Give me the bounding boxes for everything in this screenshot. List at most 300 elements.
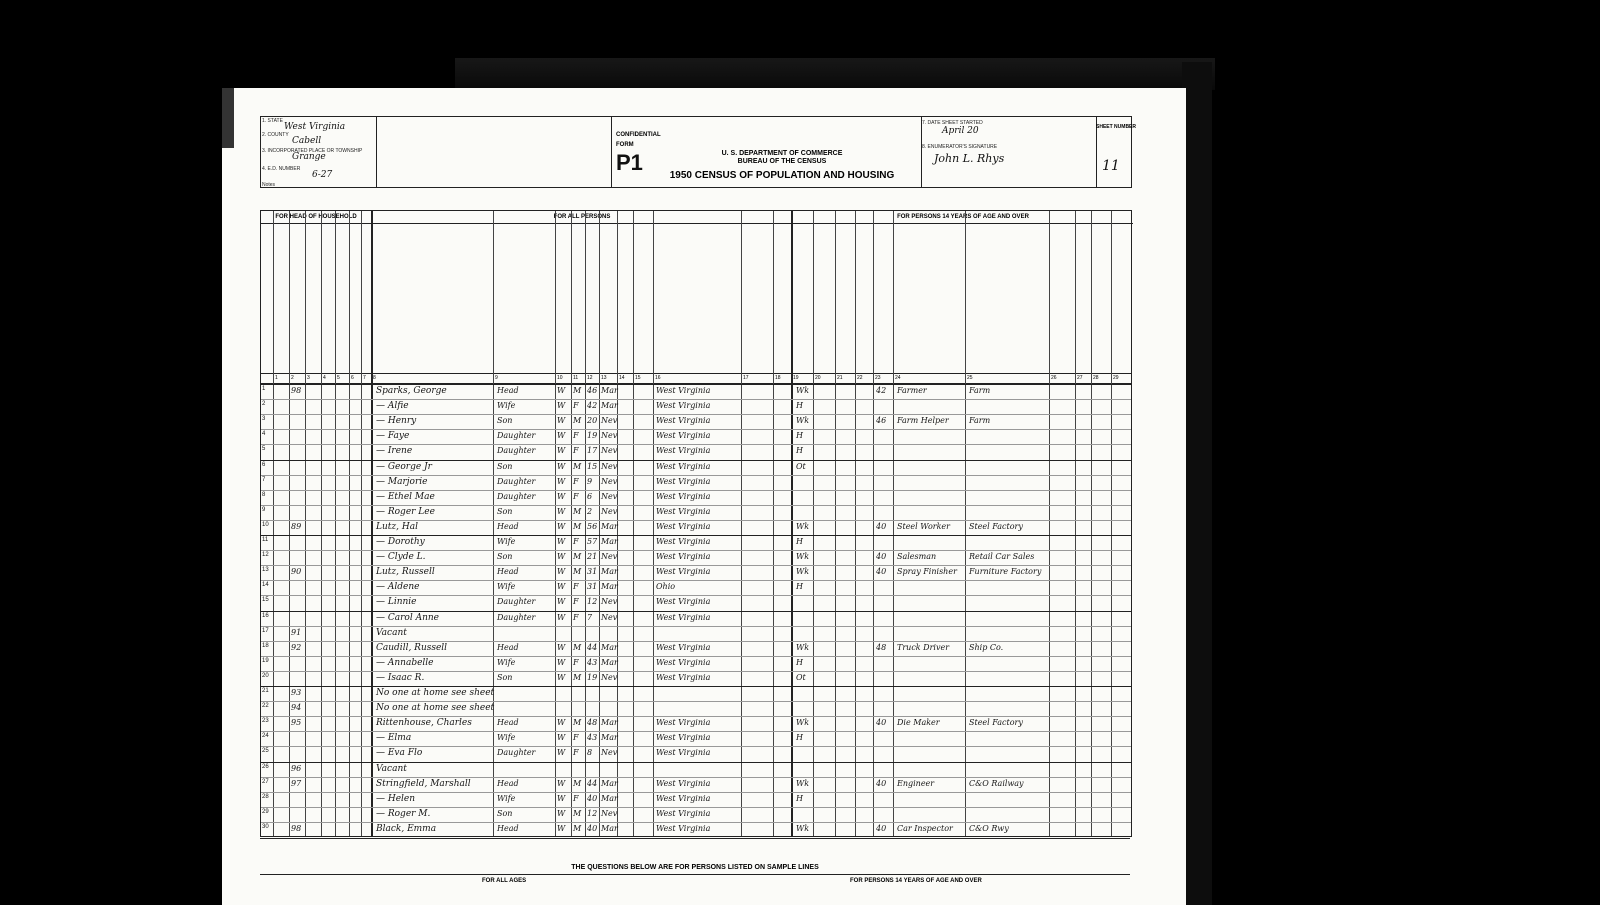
cell-birth: West Virginia <box>656 793 711 803</box>
cell-name: — Clyde L. <box>376 552 426 563</box>
cell-mar: Mar <box>601 401 618 411</box>
cell-name: — Isaac R. <box>376 672 425 683</box>
cell-rel: Wife <box>497 733 516 743</box>
cell-line: 28 <box>262 793 269 800</box>
cell-name: — Roger M. <box>376 808 431 819</box>
sheet-number-label: SHEET NUMBER <box>1096 124 1137 130</box>
census-sheet <box>222 88 1186 905</box>
cell-birth: Ohio <box>656 582 676 592</box>
cell-line: 3 <box>262 416 266 423</box>
census-grid <box>260 210 1132 837</box>
cell-mar: Nev <box>601 612 618 622</box>
cell-line: 14 <box>262 582 269 589</box>
column-number: 26 <box>1051 375 1057 381</box>
cell-race: W <box>557 401 566 411</box>
cell-mar: Mar <box>601 793 618 803</box>
cell-mar: Nev <box>601 461 618 471</box>
cell-sex: F <box>573 537 579 546</box>
cell-name: Caudill, Russell <box>376 642 448 653</box>
cell-age: 44 <box>587 778 598 788</box>
cell-race: W <box>557 446 566 456</box>
cell-rel: Daughter <box>497 612 536 622</box>
cell-line: 12 <box>262 552 269 559</box>
cell-dwell: 98 <box>291 386 302 395</box>
cell-work: H <box>796 431 803 441</box>
cell-line: 9 <box>262 506 266 513</box>
column-number: 20 <box>815 375 821 381</box>
cell-age: 8 <box>587 748 593 758</box>
grid-row-line <box>261 716 1131 717</box>
cell-name: Sparks, George <box>376 386 447 396</box>
cell-race: W <box>557 416 566 426</box>
cell-mar: Nev <box>601 748 618 758</box>
cell-work: Wk <box>796 778 810 788</box>
ed-value: 6-27 <box>312 170 333 180</box>
grid-row-line <box>261 611 1131 612</box>
cell-mar: Mar <box>601 386 618 395</box>
column-number: 23 <box>875 375 881 381</box>
cell-name: Stringfield, Marshall <box>376 778 471 789</box>
cell-rel: Daughter <box>497 446 536 456</box>
cell-birth: West Virginia <box>656 416 711 426</box>
cell-rel: Head <box>497 718 519 728</box>
cell-age: 43 <box>587 733 598 743</box>
column-number: 11 <box>573 375 579 381</box>
cell-race: W <box>557 431 566 441</box>
grid-row-line <box>261 580 1131 581</box>
county-value: Cabell <box>292 136 322 146</box>
cell-work: H <box>796 582 803 592</box>
cell-line: 11 <box>262 537 269 543</box>
cell-line: 20 <box>262 672 269 679</box>
cell-race: W <box>557 778 566 788</box>
column-number: 6 <box>351 375 354 381</box>
cell-hours: 40 <box>876 718 887 728</box>
column-number: 29 <box>1113 375 1119 381</box>
cell-work: Ot <box>796 672 806 682</box>
enumerator-signature: John L. Rhys <box>934 152 1005 165</box>
cell-birth: West Virginia <box>656 733 711 743</box>
cell-age: 7 <box>587 612 593 622</box>
cell-line: 24 <box>262 733 269 740</box>
cell-rel: Daughter <box>497 491 536 501</box>
grid-row-line <box>261 822 1131 823</box>
cell-name: No one at home see sheet <box>376 703 495 714</box>
sheet-footer <box>260 838 1130 859</box>
cell-birth: West Virginia <box>656 657 711 667</box>
grid-row-line <box>261 550 1131 551</box>
cell-rel: Daughter <box>497 597 536 607</box>
cell-age: 20 <box>587 416 598 426</box>
cell-mar: Nev <box>601 808 618 818</box>
column-number: 8 <box>373 375 376 381</box>
cell-occ: Spray Finisher <box>897 567 957 577</box>
cell-age: 12 <box>587 597 598 607</box>
grid-column-line <box>653 211 654 836</box>
questions-all-ages: FOR ALL AGES <box>482 878 527 884</box>
cell-work: Wk <box>796 552 810 562</box>
cell-rel: Head <box>497 567 519 577</box>
cell-age: 42 <box>587 401 598 411</box>
grid-row-line <box>261 792 1131 793</box>
cell-mar: Nev <box>601 672 618 682</box>
cell-hours: 40 <box>876 778 887 788</box>
cell-name: Rittenhouse, Charles <box>376 718 472 729</box>
scan-right-shadow <box>1182 62 1212 905</box>
cell-name: — Carol Anne <box>376 612 439 623</box>
cell-rel: Son <box>497 808 513 818</box>
cell-mar: Nev <box>601 431 618 441</box>
grid-row-line <box>261 807 1131 808</box>
cell-birth: West Virginia <box>656 672 711 682</box>
cell-work: Wk <box>796 642 810 652</box>
date-value: April 20 <box>942 126 979 136</box>
cell-hours: 40 <box>876 567 887 577</box>
cell-name: Black, Emma <box>376 823 437 834</box>
cell-race: W <box>557 808 566 818</box>
cell-hours: 46 <box>876 416 887 426</box>
grid-row-line <box>261 595 1131 596</box>
grid-row-line <box>261 671 1131 672</box>
grid-column-line <box>305 211 306 836</box>
grid-column-line <box>349 211 350 836</box>
date-label: 7. DATE SHEET STARTED <box>922 120 983 126</box>
cell-ind: Steel Factory <box>969 718 1023 728</box>
cell-age: 21 <box>587 552 598 562</box>
grid-row-line <box>261 384 1131 385</box>
cell-mar: Nev <box>601 552 618 562</box>
cell-rel: Son <box>497 461 513 471</box>
column-number: 24 <box>895 375 901 381</box>
grid-column-line <box>1075 211 1076 836</box>
cell-hours: 40 <box>876 521 887 531</box>
questions-title: THE QUESTIONS BELOW ARE FOR PERSONS LISTED ON SAMPLE LINES <box>571 864 819 871</box>
cell-sex: M <box>573 552 582 562</box>
cell-sex: F <box>573 748 579 758</box>
grid-row-line <box>261 535 1131 536</box>
cell-work: H <box>796 401 803 411</box>
cell-birth: West Virginia <box>656 491 711 501</box>
cell-line: 10 <box>262 521 269 528</box>
state-label: 1. STATE <box>262 118 283 124</box>
cell-age: 43 <box>587 657 598 667</box>
form-code: P1 <box>616 150 643 175</box>
cell-name: No one at home see sheet <box>376 688 495 698</box>
county-label: 2. COUNTY <box>262 132 289 138</box>
cell-age: 19 <box>587 672 598 682</box>
cell-mar: Mar <box>601 567 618 577</box>
cell-sex: M <box>573 718 582 728</box>
cell-name: — Dorothy <box>376 537 425 547</box>
cell-rel: Son <box>497 672 513 682</box>
cell-line: 13 <box>262 567 269 574</box>
cell-name: — Aldene <box>376 582 420 593</box>
cell-line: 25 <box>262 748 269 755</box>
enumerator-label: 8. ENUMERATOR'S SIGNATURE <box>922 144 998 150</box>
cell-rel: Daughter <box>497 476 536 486</box>
section-all-persons: FOR ALL PERSONS <box>371 211 792 224</box>
cell-sex: M <box>573 808 582 818</box>
column-number: 21 <box>837 375 843 381</box>
cell-mar: Mar <box>601 778 618 788</box>
cell-race: W <box>557 672 566 682</box>
cell-race: W <box>557 748 566 758</box>
grid-column-line <box>835 211 836 836</box>
cell-race: W <box>557 823 566 833</box>
cell-birth: West Virginia <box>656 401 711 411</box>
cell-name: — Linnie <box>376 597 417 608</box>
cell-name: Lutz, Hal <box>376 521 418 532</box>
cell-birth: West Virginia <box>656 431 711 441</box>
cell-work: Wk <box>796 386 810 395</box>
cell-sex: F <box>573 597 579 607</box>
cell-work: H <box>796 537 803 546</box>
cell-birth: West Virginia <box>656 718 711 728</box>
cell-age: 46 <box>587 386 598 395</box>
cell-birth: West Virginia <box>656 461 711 471</box>
cell-rel: Son <box>497 552 513 562</box>
grid-column-line <box>893 211 894 836</box>
cell-mar: Mar <box>601 823 618 833</box>
grid-column-line <box>1091 211 1092 836</box>
cell-ind: Furniture Factory <box>969 567 1042 577</box>
cell-work: Wk <box>796 416 810 426</box>
cell-mar: Mar <box>601 718 618 728</box>
cell-birth: West Virginia <box>656 506 711 516</box>
cell-birth: West Virginia <box>656 446 711 456</box>
cell-line: 27 <box>262 778 269 785</box>
cell-race: W <box>557 597 566 607</box>
cell-mar: Nev <box>601 416 618 426</box>
column-number: 16 <box>655 375 661 381</box>
cell-race: W <box>557 642 566 652</box>
grid-column-line <box>873 211 874 836</box>
grid-row-line <box>261 444 1131 445</box>
cell-ind: Ship Co. <box>969 642 1004 652</box>
cell-sex: F <box>573 446 579 456</box>
cell-sex: M <box>573 823 582 833</box>
cell-sex: M <box>573 521 582 531</box>
cell-dwell: 93 <box>291 688 302 697</box>
cell-occ: Die Maker <box>897 718 940 728</box>
cell-race: W <box>557 506 566 516</box>
cell-age: 2 <box>587 506 593 516</box>
grid-column-line <box>273 211 274 836</box>
cell-line: 17 <box>262 627 269 634</box>
grid-row-line <box>261 399 1131 400</box>
cell-sex: F <box>573 657 579 667</box>
cell-race: W <box>557 567 566 577</box>
grid-column-line <box>741 211 742 836</box>
cell-line: 5 <box>262 446 266 453</box>
cell-sex: F <box>573 733 579 743</box>
grid-column-line <box>321 211 322 836</box>
cell-race: W <box>557 733 566 743</box>
column-number: 10 <box>557 375 563 381</box>
grid-column-line <box>571 211 572 836</box>
cell-line: 19 <box>262 657 269 664</box>
cell-sex: M <box>573 506 582 516</box>
cell-dwell: 95 <box>291 718 302 728</box>
cell-line: 16 <box>262 612 269 619</box>
grid-column-line <box>855 211 856 836</box>
cell-dwell: 91 <box>291 627 302 637</box>
cell-age: 17 <box>587 446 598 456</box>
cell-dwell: 89 <box>291 521 302 531</box>
cell-rel: Wife <box>497 401 516 411</box>
cell-name: — Alfie <box>376 401 409 412</box>
grid-column-line <box>493 211 494 836</box>
cell-mar: Mar <box>601 521 618 531</box>
cell-age: 44 <box>587 642 598 652</box>
column-number: 27 <box>1077 375 1083 381</box>
cell-name: — Faye <box>376 431 410 442</box>
cell-occ: Steel Worker <box>897 521 950 531</box>
cell-ind: Farm <box>969 416 991 426</box>
cell-ind: Farm <box>969 386 991 395</box>
cell-race: W <box>557 793 566 803</box>
grid-row-line <box>261 656 1131 657</box>
cell-line: 21 <box>262 688 269 694</box>
cell-race: W <box>557 461 566 471</box>
cell-line: 2 <box>262 401 266 408</box>
cell-sex: M <box>573 386 582 395</box>
cell-age: 15 <box>587 461 598 471</box>
cell-hours: 48 <box>876 642 887 652</box>
cell-name: — Irene <box>376 446 413 457</box>
cell-work: Ot <box>796 461 806 471</box>
cell-race: W <box>557 657 566 667</box>
cell-birth: West Virginia <box>656 612 711 622</box>
cell-birth: West Virginia <box>656 748 711 758</box>
cell-birth: West Virginia <box>656 521 711 531</box>
grid-column-line <box>371 211 373 836</box>
cell-race: W <box>557 491 566 501</box>
cell-hours: 40 <box>876 823 887 833</box>
cell-work: Wk <box>796 521 810 531</box>
cell-race: W <box>557 612 566 622</box>
cell-line: 8 <box>262 491 266 498</box>
cell-mar: Mar <box>601 582 618 592</box>
cell-name: — Annabelle <box>376 657 434 668</box>
grid-column-line <box>1049 211 1050 836</box>
cell-rel: Son <box>497 416 513 426</box>
paper-edge <box>222 88 234 148</box>
column-number: 18 <box>775 375 781 381</box>
cell-age: 31 <box>587 582 598 592</box>
address-cell <box>376 117 612 187</box>
cell-mar: Nev <box>601 476 618 486</box>
column-number: 28 <box>1093 375 1099 381</box>
cell-sex: M <box>573 461 582 471</box>
grid-column-line <box>585 211 586 836</box>
cell-age: 56 <box>587 521 598 531</box>
cell-rel: Wife <box>497 793 516 803</box>
grid-column-line <box>633 211 634 836</box>
grid-row-line <box>261 505 1131 506</box>
cell-rel: Head <box>497 386 519 395</box>
grid-column-line <box>1111 211 1112 836</box>
column-number: 7 <box>363 375 366 381</box>
cell-sex: M <box>573 416 582 426</box>
cell-birth: West Virginia <box>656 778 711 788</box>
cell-name: Vacant <box>376 763 407 774</box>
grid-row-line <box>261 565 1131 566</box>
state-value: West Virginia <box>284 122 346 132</box>
questions-age14: FOR PERSONS 14 YEARS OF AGE AND OVER <box>850 878 982 884</box>
cell-birth: West Virginia <box>656 476 711 486</box>
cell-line: 6 <box>262 461 266 468</box>
grid-column-line <box>965 211 966 836</box>
cell-ind: C&O Railway <box>969 778 1024 788</box>
grid-row-line <box>261 475 1131 476</box>
notes-label: Notes <box>262 182 276 188</box>
cell-age: 19 <box>587 431 598 441</box>
cell-age: 57 <box>587 537 598 546</box>
cell-race: W <box>557 582 566 592</box>
cell-sex: M <box>573 778 582 788</box>
grid-column-line <box>599 211 600 836</box>
cell-work: Wk <box>796 567 810 577</box>
column-number: 17 <box>743 375 749 381</box>
cell-ind: Retail Car Sales <box>969 552 1035 562</box>
cell-age: 9 <box>587 476 593 486</box>
section-age14: FOR PERSONS 14 YEARS OF AGE AND OVER <box>791 211 1133 224</box>
grid-row-line <box>261 701 1131 702</box>
column-number: 19 <box>793 375 799 381</box>
cell-name: — George Jr <box>376 461 432 472</box>
cell-line: 1 <box>262 386 266 392</box>
grid-row-line <box>261 520 1131 521</box>
cell-mar: Nev <box>601 491 618 501</box>
cell-work: H <box>796 446 803 456</box>
cell-rel: Wife <box>497 537 516 546</box>
scan-top-shadow <box>455 58 1215 90</box>
cell-dwell: 92 <box>291 642 302 652</box>
cell-dwell: 97 <box>291 778 302 788</box>
grid-column-line <box>813 211 814 836</box>
cell-line: 4 <box>262 431 266 438</box>
grid-row-line <box>261 626 1131 627</box>
cell-occ: Truck Driver <box>897 642 950 652</box>
grid-column-line <box>289 211 290 836</box>
township-value: Grange <box>292 152 326 162</box>
cell-rel: Head <box>497 823 519 833</box>
cell-dwell: 96 <box>291 763 302 773</box>
cell-work: H <box>796 733 803 743</box>
cell-line: 18 <box>262 642 269 649</box>
grid-column-line <box>791 211 793 836</box>
cell-birth: West Virginia <box>656 537 711 546</box>
column-number: 5 <box>337 375 340 381</box>
cell-birth: West Virginia <box>656 552 711 562</box>
cell-occ: Salesman <box>897 552 937 562</box>
sheet-number-value: 11 <box>1102 158 1120 174</box>
cell-line: 29 <box>262 808 269 815</box>
column-number: 3 <box>307 375 310 381</box>
cell-birth: West Virginia <box>656 386 711 395</box>
cell-work: Wk <box>796 823 810 833</box>
cell-work: H <box>796 793 803 803</box>
cell-name: Vacant <box>376 627 407 638</box>
cell-mar: Mar <box>601 537 618 546</box>
grid-row-line <box>261 746 1131 747</box>
cell-age: 31 <box>587 567 598 577</box>
cell-name: — Helen <box>376 793 416 804</box>
cell-occ: Farm Helper <box>897 416 949 426</box>
cell-rel: Son <box>497 506 513 516</box>
cell-birth: West Virginia <box>656 597 711 607</box>
